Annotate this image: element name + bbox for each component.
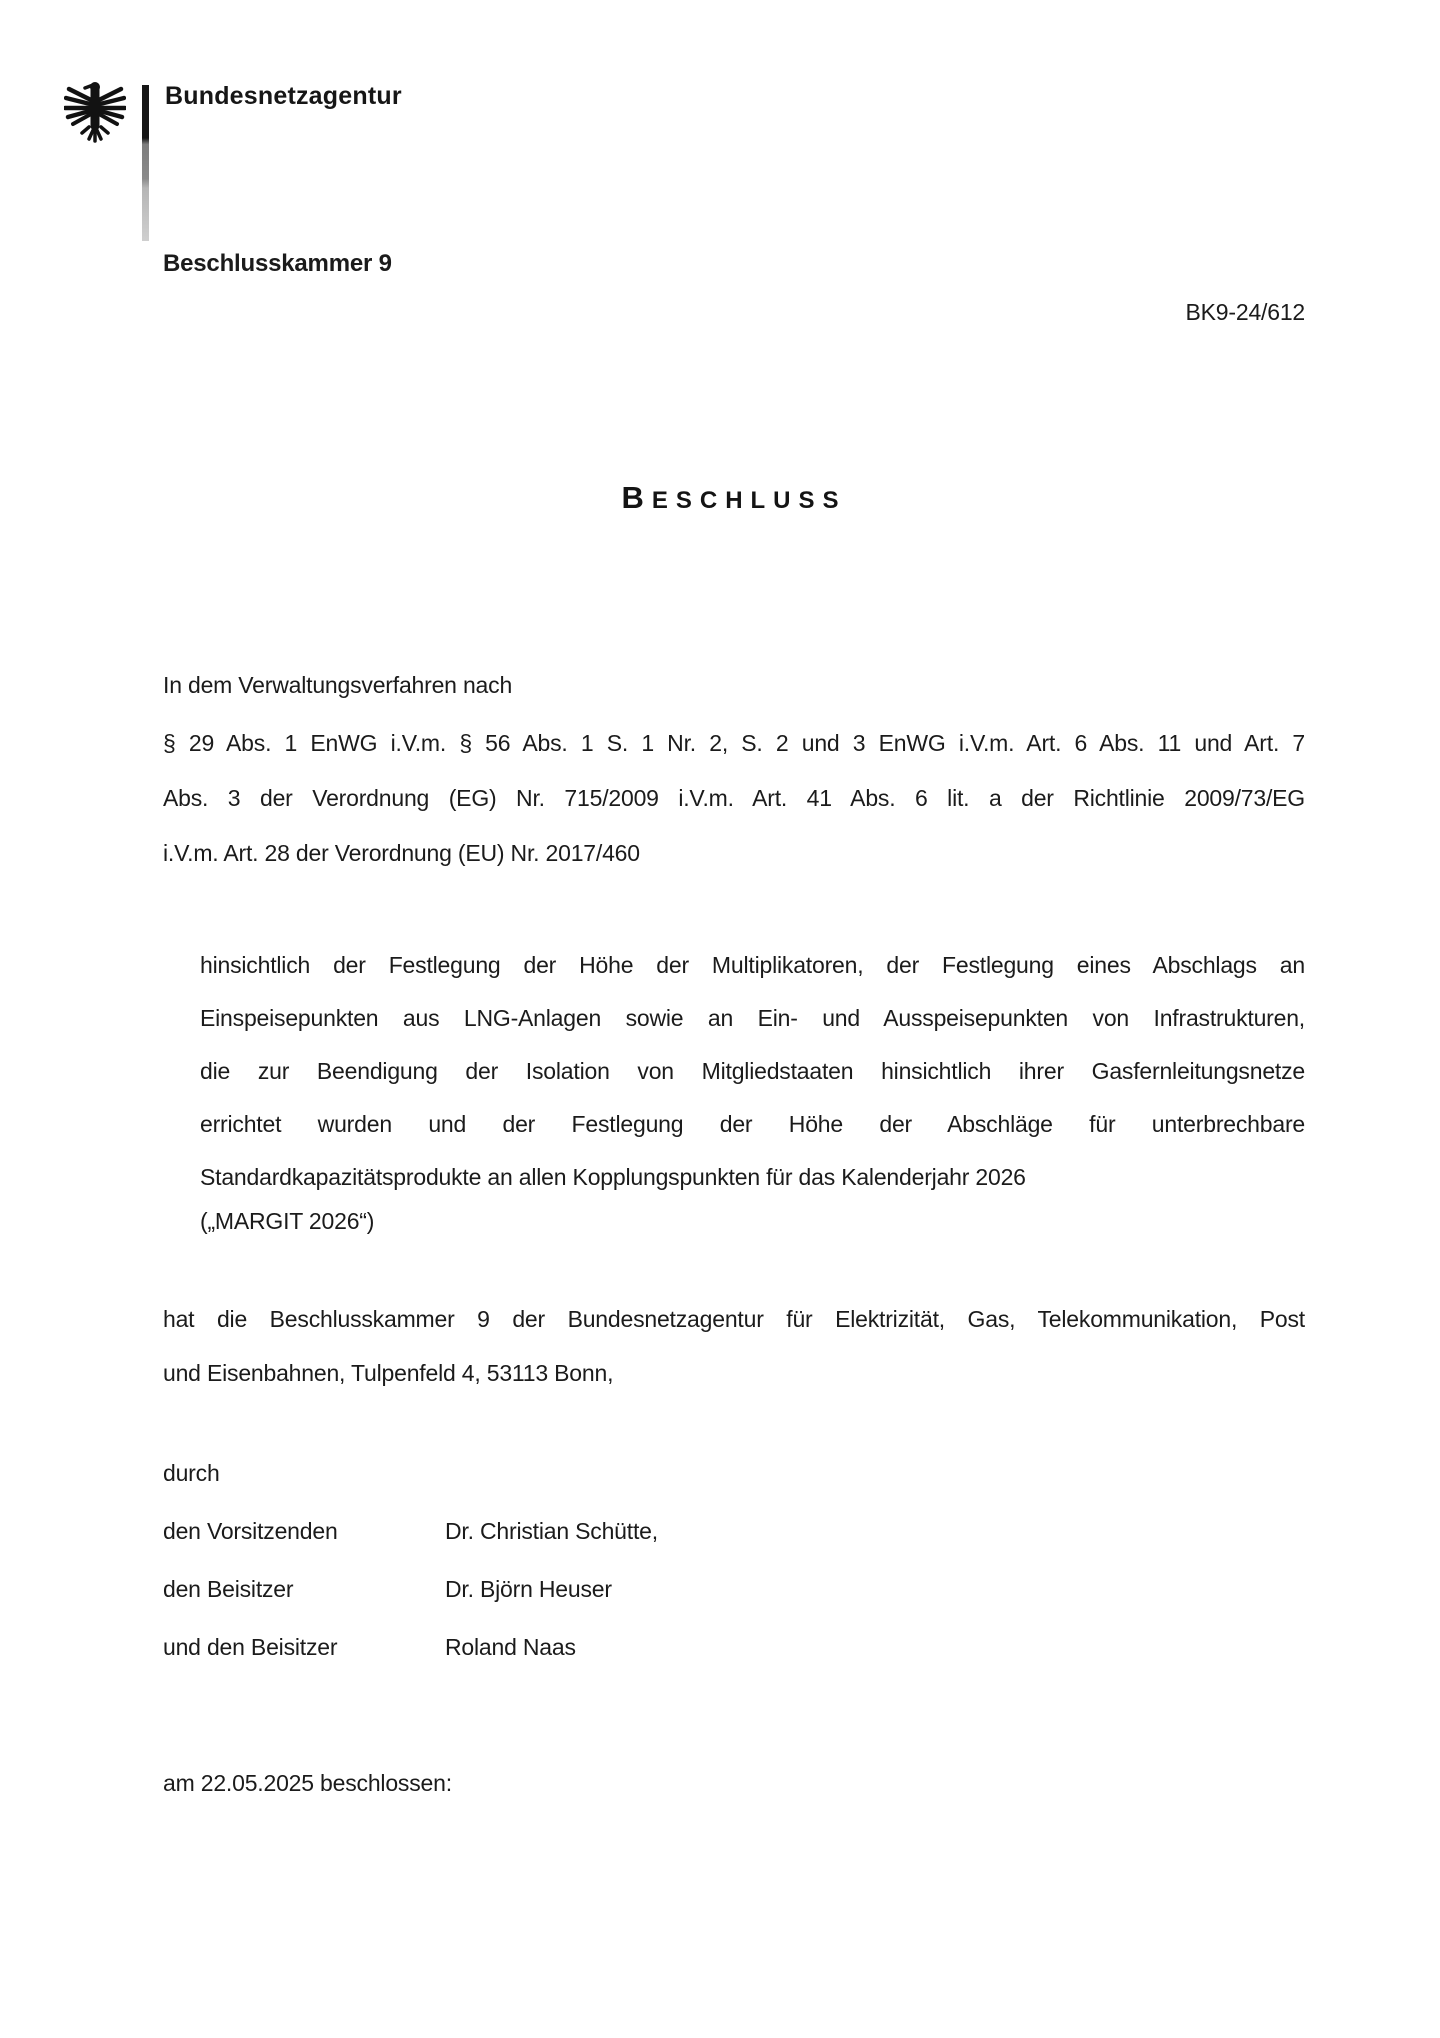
member-role: den Vorsitzenden [163, 1518, 338, 1544]
authority-line: und Eisenbahnen, Tulpenfeld 4, 53113 Bonn, [163, 1360, 614, 1386]
subject-line: errichtet wurden und der Festlegung der Höhe der Abschläge für unterbrechbare [200, 1111, 1305, 1137]
subject-line: Einspeisepunkten aus LNG-Anlagen sowie an Ein- und Ausspeisepunkten von Infrastrukturen, [200, 1005, 1305, 1031]
document-title-initial: B [621, 480, 652, 515]
logo-divider-bar [142, 85, 149, 241]
authority-line: hat die Beschlusskammer 9 der Bundesnetzagentur für Elektrizität, Gas, Telekommunikation, Post [163, 1306, 1305, 1332]
agency-name: Bundesnetzagentur [165, 82, 402, 110]
member-role: und den Beisitzer [163, 1634, 338, 1660]
panel-member-row [163, 1634, 576, 1661]
legal-basis-line: i.V.m. Art. 28 der Verordnung (EU) Nr. 2017/460 [163, 840, 640, 866]
file-reference: BK9-24/612 [1185, 299, 1305, 325]
durch-label: durch [163, 1460, 220, 1486]
member-name: Dr. Björn Heuser [445, 1576, 612, 1602]
subject-line: („MARGIT 2026“) [200, 1208, 375, 1234]
panel-member-row [163, 1576, 612, 1603]
legal-basis-line: § 29 Abs. 1 EnWG i.V.m. § 56 Abs. 1 S. 1 Nr. 2, S. 2 und 3 EnWG i.V.m. Art. 6 Abs. 11 und Art. 7 [163, 730, 1305, 756]
member-name: Roland Naas [445, 1634, 576, 1660]
federal-eagle-icon [64, 80, 126, 149]
member-role: den Beisitzer [163, 1576, 294, 1602]
subject-line: hinsichtlich der Festlegung der Höhe der Multiplikatoren, der Festlegung eines Abschlags an [200, 952, 1305, 978]
document-title [163, 480, 1305, 516]
chamber-heading: Beschlusskammer 9 [163, 250, 392, 277]
document-title-rest: ESCHLUSS [651, 487, 847, 514]
decision-date-line: am 22.05.2025 beschlossen: [163, 1770, 452, 1796]
panel-member-row [163, 1518, 658, 1545]
intro-line: In dem Verwaltungsverfahren nach [163, 672, 513, 698]
subject-line: Standardkapazitätsprodukte an allen Kopplungspunkten für das Kalenderjahr 2026 [200, 1164, 1026, 1190]
legal-basis-line: Abs. 3 der Verordnung (EG) Nr. 715/2009 i.V.m. Art. 41 Abs. 6 lit. a der Richtlinie 2009/73/EG [163, 785, 1305, 811]
member-name: Dr. Christian Schütte, [445, 1518, 658, 1544]
subject-line: die zur Beendigung der Isolation von Mitgliedstaaten hinsichtlich ihrer Gasfernleitungsnetze [200, 1058, 1305, 1084]
